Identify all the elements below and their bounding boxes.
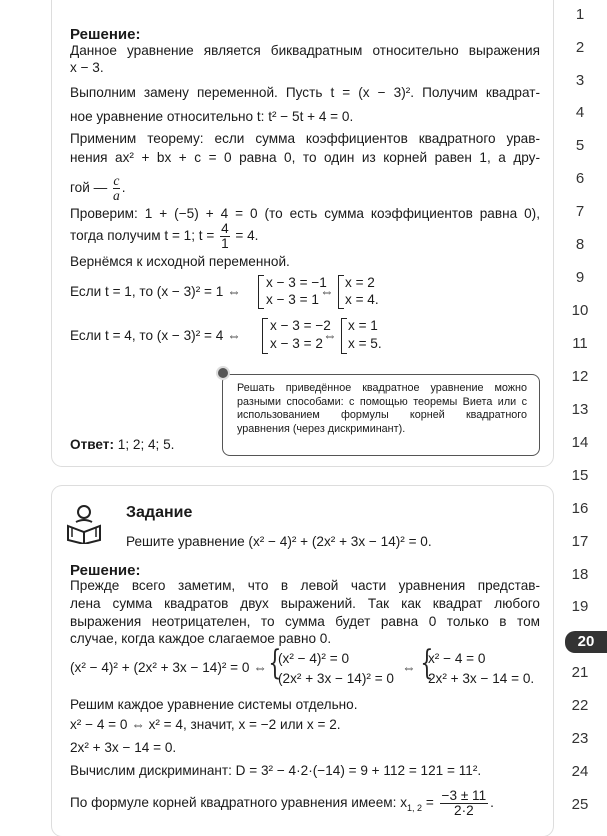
solution-text: гой — (70, 180, 108, 196)
case-eq: x − 3 = −1 (266, 275, 327, 290)
solution-text: . (490, 795, 494, 811)
bracket-square (338, 275, 344, 309)
solution-line: Вернёмся к исходной переменной. (70, 254, 290, 269)
line-number: 3 (575, 72, 585, 89)
line-number: 7 (575, 203, 585, 220)
line-number: 25 (571, 796, 589, 813)
system-eq: (x² − 4)² = 0 (278, 651, 350, 666)
fraction-denominator: a (112, 188, 120, 203)
fraction (440, 789, 489, 818)
equiv-arrow: ⇔ (320, 284, 334, 299)
curly-brace: { (420, 643, 434, 683)
subscript: 1, 2 (407, 802, 423, 813)
answer-value: 1; 2; 4; 5. (117, 437, 175, 452)
case-eq: x − 3 = 1 (266, 292, 319, 307)
line-number: 18 (571, 566, 589, 583)
line-number: 15 (571, 467, 589, 484)
system-lead: (x² − 4)² + (2x² + 3x − 14)² = 0 ⇔ (70, 660, 267, 675)
line-number-gutter (553, 0, 607, 824)
solution-line: Решим каждое уравнение системы отдельно. (70, 697, 358, 712)
solution-line: Данное уравнение является биквадратным относительно выражения (70, 43, 540, 58)
solution-text: = (425, 795, 434, 811)
solution-heading-1: Решение: (70, 26, 141, 43)
line-number: 24 (571, 763, 589, 780)
solution-text: . (121, 180, 126, 196)
line-number: 17 (571, 533, 589, 550)
fraction (113, 174, 120, 203)
solution-text: тогда получим t = 1; t = (70, 228, 215, 244)
note-bullet-icon (216, 366, 230, 380)
bracket-square (341, 318, 347, 354)
case-eq: x = 5. (348, 336, 382, 351)
fraction (220, 222, 230, 251)
curly-brace: { (268, 643, 282, 683)
solution-text: По формуле корней квадратного уравнения имеем: x (70, 795, 408, 811)
line-number: 12 (571, 368, 589, 385)
line-number: 2 (575, 39, 585, 56)
bracket-square (258, 275, 264, 309)
case-eq: x = 4. (345, 292, 379, 307)
line-number: 8 (575, 236, 585, 253)
line-number: 6 (575, 170, 585, 187)
system-eq: (2x² + 3x − 14)² = 0 (278, 671, 394, 686)
solution-line-fraction (70, 174, 540, 203)
fraction-numerator: c (113, 173, 120, 188)
line-number: 19 (571, 598, 589, 615)
solution-line: x² − 4 = 0 ⇔ x² = 4, значит, x = −2 или x = 2. (70, 717, 341, 732)
solution-line-fraction (70, 789, 540, 818)
case-eq: x = 2 (345, 275, 375, 290)
case-lead: Если t = 1, то (x − 3)² = 1 ⇔ (70, 284, 241, 299)
line-number: 21 (571, 664, 589, 681)
line-number: 10 (571, 302, 589, 319)
fraction-numerator: 4 (221, 221, 229, 236)
answer-label: Ответ: (70, 437, 114, 452)
tip-note: Решать приведённое квадратное уравнение можно разными способами: с помощью теоремы Виета или с использованием формулы корней квадратного уравнения (через дискриминант). (222, 374, 540, 456)
line-number: 23 (571, 730, 589, 747)
solution-heading-2: Решение: (70, 562, 141, 579)
system-eq: 2x² + 3x − 14 = 0. (428, 671, 535, 686)
bracket-square (262, 318, 268, 354)
case-eq: x − 3 = 2 (270, 336, 323, 351)
line-number: 11 (572, 335, 588, 352)
system-eq: x² − 4 = 0 (428, 651, 486, 666)
solution-line: лена сумма квадратов двух выражений. Так как квадрат любого (70, 596, 540, 611)
line-number: 20 (565, 631, 607, 653)
solution-text: = 4. (235, 228, 259, 244)
answer-line (70, 436, 540, 453)
fraction-denominator: 2·2 (454, 803, 474, 818)
solution-line: x − 3. (70, 60, 104, 75)
fraction-denominator: 1 (221, 236, 229, 251)
equiv-arrow: ⇔ (402, 660, 416, 675)
solution-line: ное уравнение относительно t: t² − 5t + 4 = 0. (70, 109, 354, 124)
task-heading: Задание (126, 504, 193, 521)
case-eq: x = 1 (348, 318, 378, 333)
solution-line: выражения неотрицателен, то сумма будет равна 0 только в том (70, 614, 540, 629)
task-text: Решите уравнение (x² − 4)² + (2x² + 3x − 14)² = 0. (126, 534, 432, 549)
fraction-numerator: −3 ± 11 (441, 788, 487, 803)
book-reader-icon (64, 504, 104, 544)
solution-line: Прежде всего заметим, что в левой части уравнения представ- (70, 578, 540, 593)
solution-line: случае, когда каждое слагаемое равно 0. (70, 631, 332, 646)
case-lead: Если t = 4, то (x − 3)² = 4 ⇔ (70, 328, 241, 343)
solution-line: Вычислим дискриминант: D = 3² − 4·2·(−14) = 9 + 112 = 121 = 11². (70, 763, 482, 778)
line-number: 13 (571, 401, 589, 418)
solution-line: Применим теорему: если сумма коэффициентов квадратного урав- (70, 131, 540, 146)
line-number: 22 (571, 697, 589, 714)
solution-line: Проверим: 1 + (−5) + 4 = 0 (то есть сумма коэффициентов равна 0), (70, 206, 540, 221)
line-number: 4 (575, 104, 585, 121)
line-number: 1 (575, 6, 585, 23)
line-number: 16 (571, 500, 589, 517)
solution-line: 2x² + 3x − 14 = 0. (70, 740, 177, 755)
line-number: 14 (571, 434, 589, 451)
solution-line-fraction (70, 222, 540, 251)
line-number: 5 (575, 137, 585, 154)
equiv-arrow: ⇔ (323, 328, 337, 343)
line-number: 9 (575, 269, 585, 286)
solution-line: нения ax² + bx + c = 0 равна 0, то один из корней равен 1, а дру- (70, 150, 540, 165)
case-eq: x − 3 = −2 (270, 318, 331, 333)
solution-line: Выполним замену переменной. Пусть t = (x − 3)². Получим квадрат- (70, 85, 540, 100)
